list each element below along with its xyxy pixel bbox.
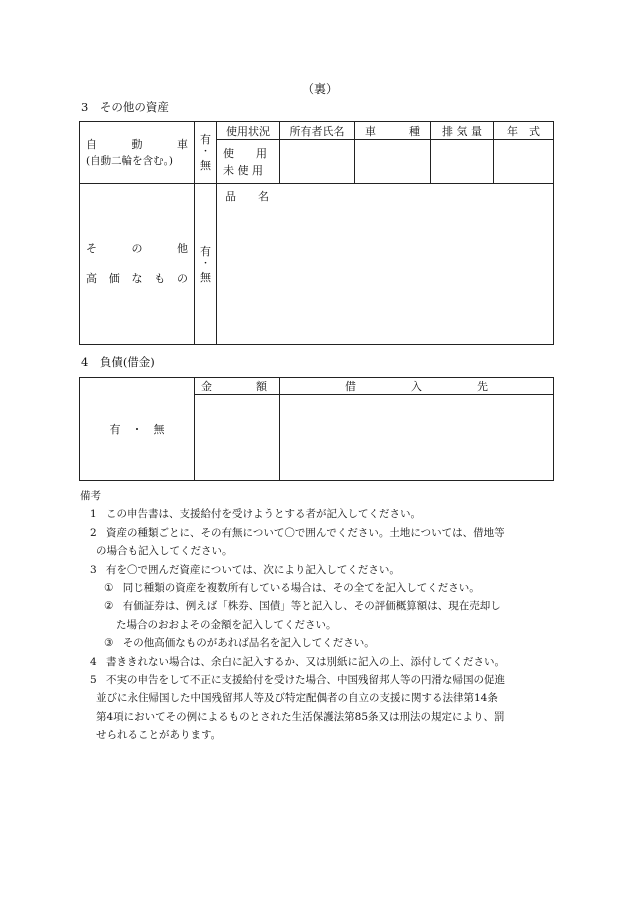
liabilities-yes-no-cell[interactable] [80,378,195,481]
car-label-char: 動 [131,137,143,151]
remark-continuation: た場合のおおよその金額を記入してください。 [116,618,337,631]
other-label-char: 他 [177,242,188,255]
owner-name-field[interactable] [280,140,355,184]
header-usage: 使用状況 [217,122,280,140]
remark-number: 5 [90,674,97,687]
other-label-char: な [131,272,143,285]
car-label-char: 車 [177,137,188,151]
car-yes: 有 [200,133,211,146]
remark-text: 不実の申告をして不正に支援給付を受けた場合、中国残留邦人等の円滑な帰国の促進 [106,674,506,687]
car-label-char: 自 [86,137,97,151]
remark-subitem [104,579,584,597]
lender-header: 借 入 先 [280,378,554,395]
remark-text: 資産の種類ごとに、その有無について〇で囲んでください。土地については、借地等 [106,526,505,539]
other-yes: 有 [200,244,211,258]
remark-item [90,505,570,523]
header-model-year: 年 式 [494,122,554,140]
other-label-char: も [154,272,166,285]
usage-cell[interactable] [217,140,280,184]
remark-text: この申告書は、支援給付を受けようとする者が記入してください。 [106,508,422,521]
remark-number: 3 [90,563,97,576]
other-label-char: の [177,272,188,285]
header-displacement: 排 気 量 [431,122,494,140]
car-label-cell [80,122,195,184]
item-name-header: 品 名 [225,190,269,203]
remark-number: 4 [90,655,97,668]
liabilities-status: 有 ・ 無 [109,423,165,436]
other-no: 無 [200,270,211,284]
remark-number: 2 [90,526,97,539]
other-assets-table [79,121,554,345]
remark-number: ② [104,600,114,613]
model-year-field[interactable] [494,140,554,184]
remark-text: 有を〇で囲んだ資産については、次により記入してください。 [106,563,400,576]
lender-field[interactable] [280,395,554,481]
other-yes-no-cell[interactable] [195,184,217,345]
section4-title: 4 負債(借金) [81,355,155,369]
remark-number: ③ [104,637,114,650]
car-dot: ・ [200,147,210,157]
other-label-char: そ [86,242,97,255]
other-dot: ・ [200,258,210,269]
other-label-char: 高 [86,272,97,285]
usage-use: 使 用 [223,146,267,160]
remark-continuation: せられることがあります。 [96,729,222,742]
car-label-note: (自動二輪を含む。) [86,154,173,167]
remark-item [90,524,570,542]
item-name-field[interactable] [217,184,554,345]
liabilities-table [79,377,554,481]
remark-item [90,671,570,689]
remark-item [90,653,570,671]
remark-continuation: の場合も記入してください。 [96,545,233,558]
car-no: 無 [200,159,211,172]
remark-text: その他高価なものがあれば品名を記入してください。 [122,637,375,650]
amount-field[interactable] [195,395,280,481]
displacement-field[interactable] [431,140,494,184]
remarks-title: 備考 [80,490,101,502]
header-car-type: 車 種 [355,122,431,140]
remark-continuation: 第4項においてその例によるものとされた生活保護法第85条又は刑法の規定により、罰 [96,710,505,723]
page-side-label: （裏） [302,82,339,96]
amount-header: 金 額 [195,378,280,395]
remark-continuation: 並びに永住帰国した中国残留邦人等及び特定配偶者の自立の支援に関する法律第14条 [96,692,498,705]
remark-text: 有価証券は、例えば「株券、国債」等と記入し、その評価概算額は、現在売却し [122,600,501,613]
car-type-field[interactable] [355,140,431,184]
remark-subitem [104,597,584,615]
remark-subitem [104,634,584,652]
remark-item [90,561,570,579]
car-yes-no-cell[interactable] [195,122,217,184]
remark-number: 1 [90,508,97,521]
remark-text: 書ききれない場合は、余白に記入するか、又は別紙に記入の上、添付してください。 [106,655,506,668]
other-label-char: の [131,242,143,255]
other-label-char: 価 [108,272,120,285]
section3-title: 3 その他の資産 [81,100,169,114]
other-valuables-label-cell [80,184,195,345]
remark-number: ① [104,582,114,595]
usage-unused: 未 使 用 [223,163,263,177]
remarks-section [80,487,560,745]
remark-text: 同じ種類の資産を複数所有している場合は、その全てを記入してください。 [122,582,480,595]
header-owner-name: 所有者氏名 [280,122,355,140]
